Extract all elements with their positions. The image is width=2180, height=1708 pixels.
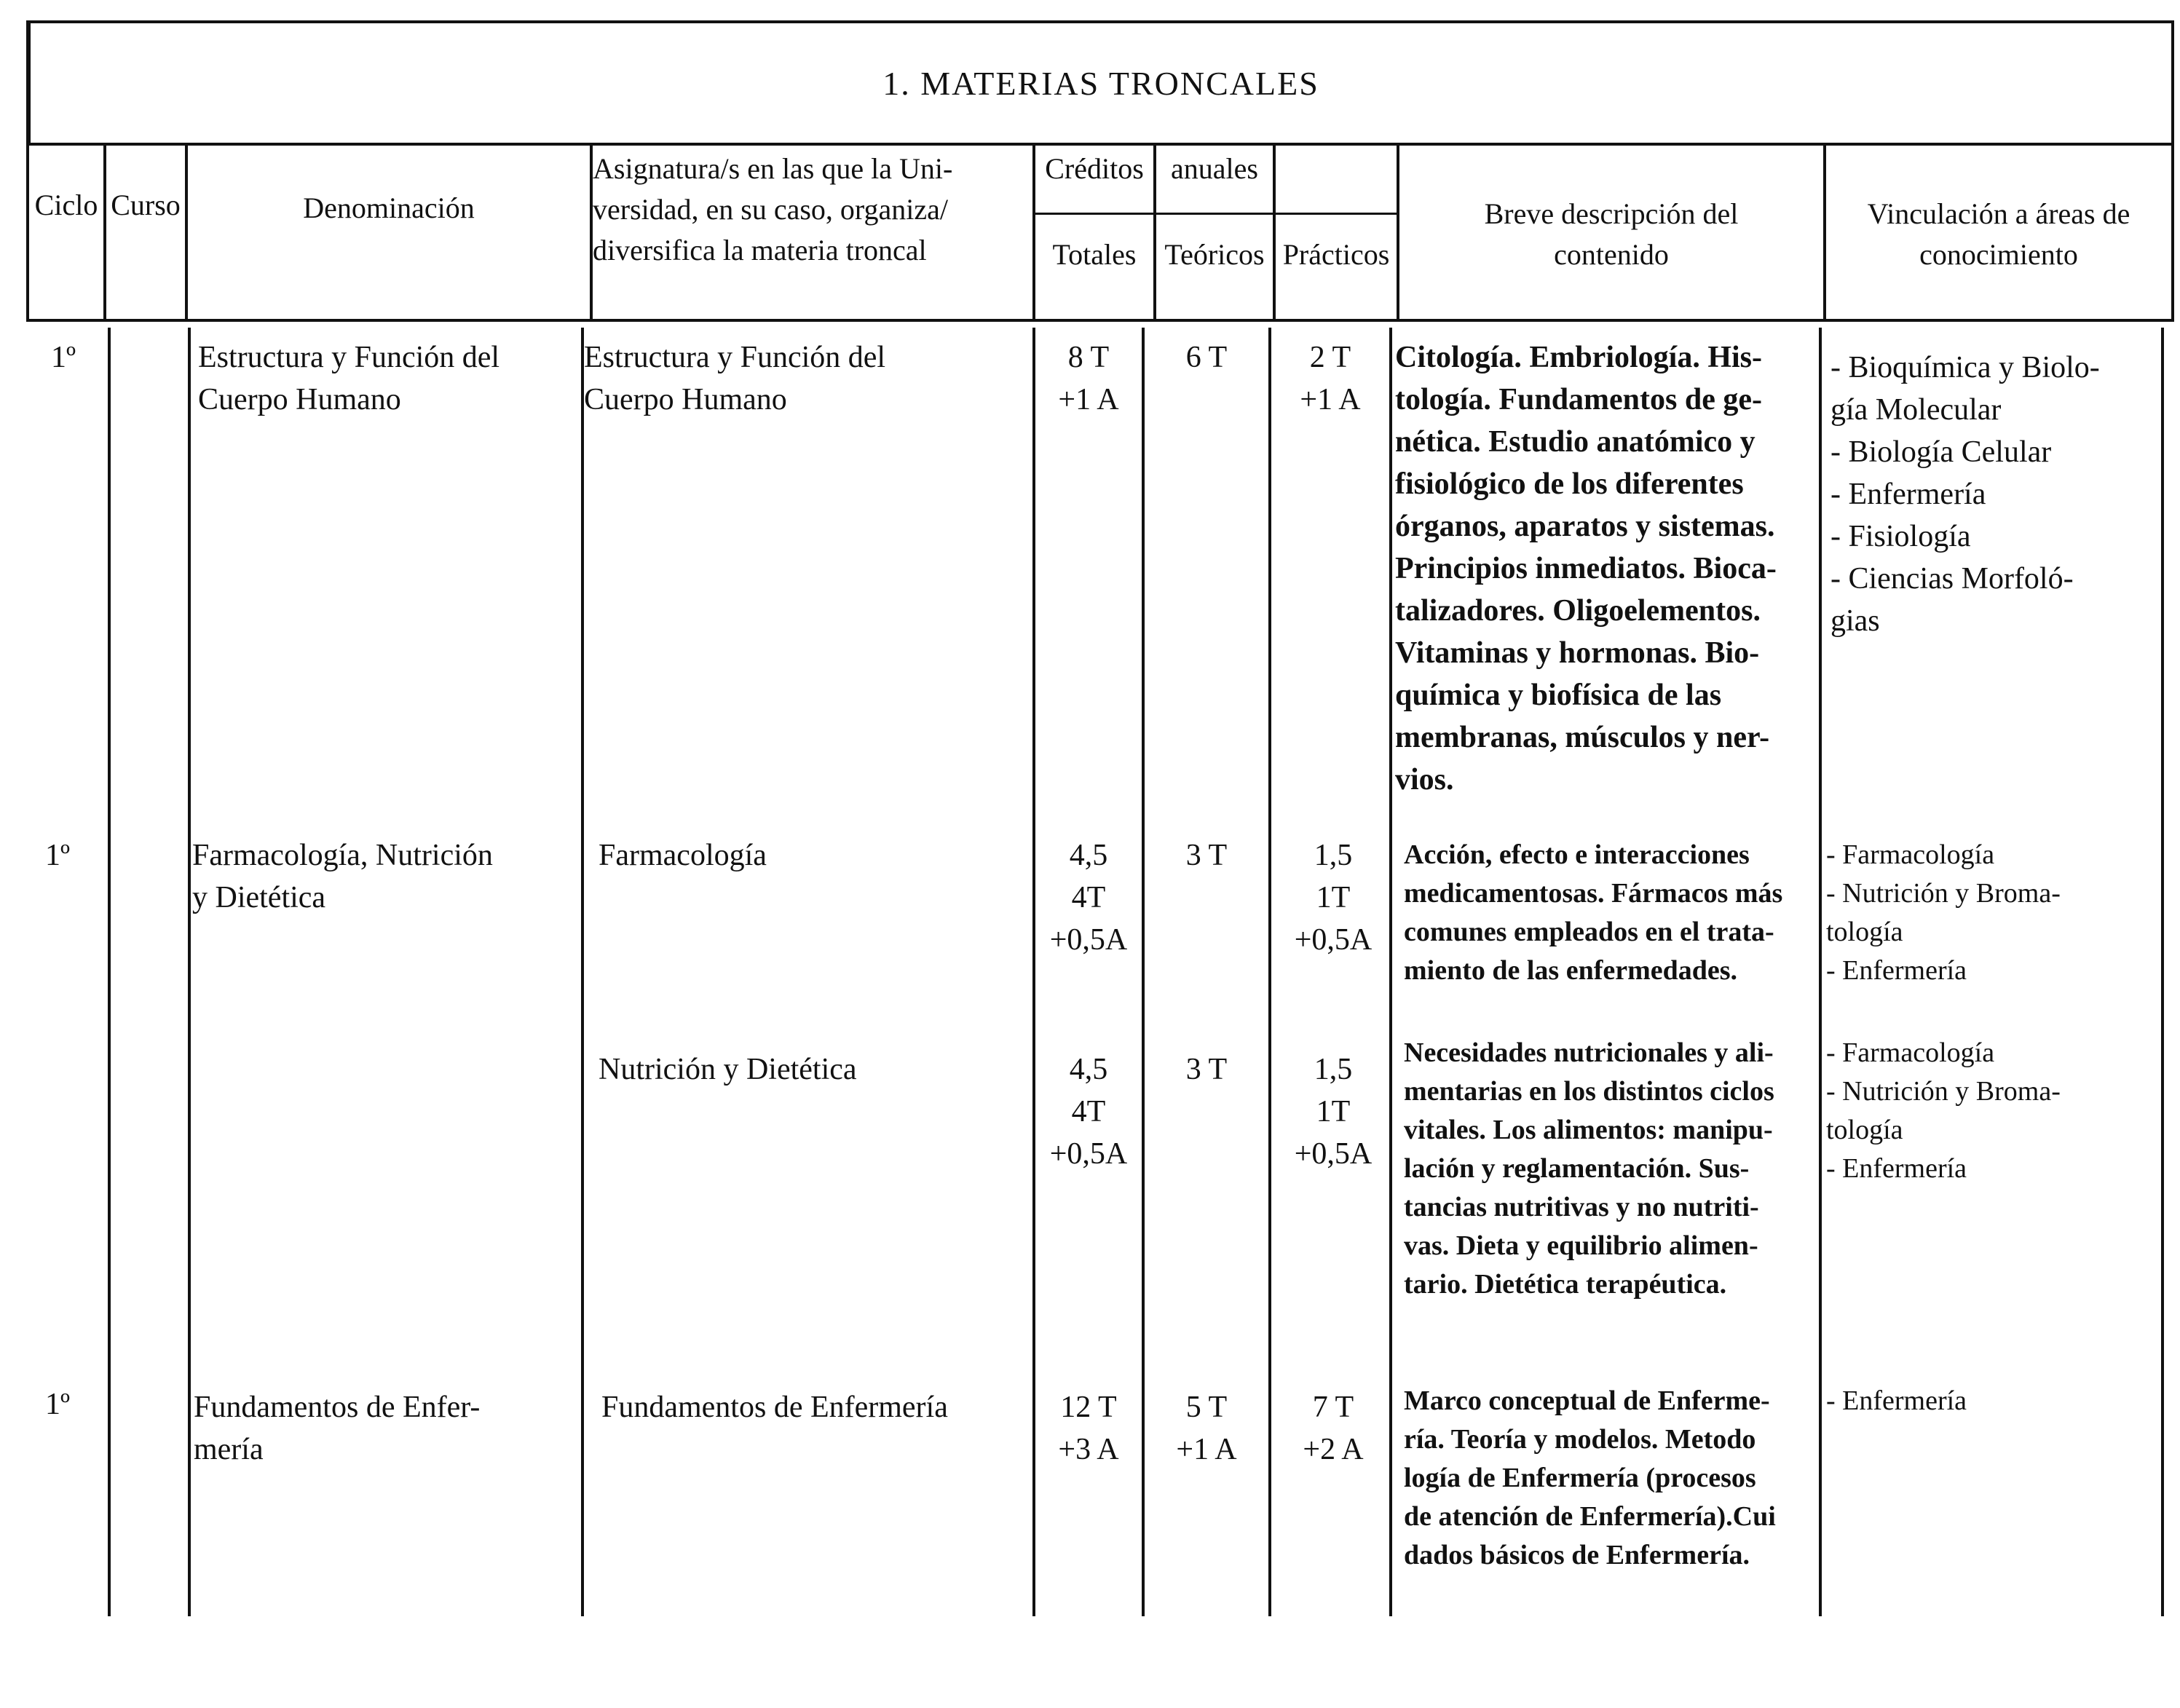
creditos-sub-rule <box>1032 213 1398 215</box>
cell-asignatura: Estructura y Función del Cuerpo Humano <box>584 341 886 416</box>
header-ciclo: Ciclo <box>34 189 98 221</box>
cell-vinculacion: - Bioquímica y Biolo- gía Molecular - Biología Celular - Enfermería - Fisiología - Ciencias Morfoló- gias <box>1831 351 2100 638</box>
cell-asignatura: Farmacología <box>599 839 767 872</box>
cell-descripcion: Necesidades nutricionales y ali- mentarias en los distintos ciclos vitales. Los alimentos: manipu- lación y reglamentación. Sus- tancias nutritivas y no nutriti- vas. Dieta y equilibrio alimen- tario. Dietética terapéutica. <box>1404 1037 1774 1300</box>
cell-ciclo: 1º <box>45 839 71 872</box>
header-col-border-6 <box>1273 143 1276 322</box>
cell-totales: 8 T +1 A <box>1058 341 1119 416</box>
header-practicos: Prácticos <box>1282 238 1390 271</box>
cell-teoricos: 5 T +1 A <box>1176 1391 1237 1466</box>
cell-teoricos: 3 T <box>1185 1053 1228 1086</box>
header-curso: Curso <box>111 189 181 221</box>
header-anuales: anuales <box>1171 152 1258 185</box>
cell-denominacion: Farmacología, Nutrición y Dietética <box>192 839 493 914</box>
cell-practicos: 1,5 1T +0,5A <box>1294 839 1373 957</box>
header-vinculacion: Vinculación a áreas de conocimiento <box>1867 197 2130 271</box>
cell-teoricos: 3 T <box>1185 839 1228 872</box>
cell-totales: 4,5 4T +0,5A <box>1049 1053 1128 1171</box>
header-col-border-9 <box>2171 20 2174 322</box>
cell-ciclo: 1º <box>51 341 76 374</box>
cell-asignatura: Fundamentos de Enfermería <box>601 1391 948 1424</box>
header-col-border-0 <box>26 20 29 322</box>
cell-descripcion: Marco conceptual de Enferme- ría. Teoría y modelos. Metodo logía de Enfermería (procesos de atención de Enfermería).Cui dados básicos de Enfermería. <box>1404 1385 1776 1570</box>
header-top-rule <box>28 143 2174 146</box>
cell-totales: 12 T +3 A <box>1058 1391 1119 1466</box>
cell-practicos: 1,5 1T +0,5A <box>1294 1053 1373 1171</box>
header-denominacion: Denominación <box>303 191 475 224</box>
body-col-border-2 <box>188 328 191 1616</box>
body-col-border-8 <box>1819 328 1822 1616</box>
cell-vinculacion: - Farmacología - Nutrición y Broma- tología - Enfermería <box>1826 839 2061 986</box>
cell-denominacion: Fundamentos de Enfer- mería <box>194 1391 481 1466</box>
table-title: 1. MATERIAS TRONCALES <box>28 20 2174 143</box>
cell-descripcion: Acción, efecto e interacciones medicamentosas. Fármacos más comunes empleados en el trata- miento de las enfermedades. <box>1404 839 1783 986</box>
cell-vinculacion: - Enfermería <box>1826 1385 1967 1416</box>
body-col-border-9 <box>2161 328 2164 1616</box>
cell-ciclo: 1º <box>45 1388 71 1421</box>
body-col-border-3 <box>581 328 584 1616</box>
header-asignatura: Asignatura/s en las que la Uni- versidad, en su caso, organiza/ diversifica la materia troncal <box>593 152 953 266</box>
cell-asignatura: Nutrición y Dietética <box>599 1053 857 1086</box>
header-creditos: Créditos <box>1045 152 1144 185</box>
cell-vinculacion: - Farmacología - Nutrición y Broma- tología - Enfermería <box>1826 1037 2061 1184</box>
cell-teoricos: 6 T <box>1185 341 1228 374</box>
header-teoricos: Teóricos <box>1164 238 1265 271</box>
header-descripcion: Breve descripción del contenido <box>1484 197 1739 271</box>
header-col-border-1 <box>103 143 106 322</box>
cell-denominacion: Estructura y Función del Cuerpo Humano <box>198 341 500 416</box>
header-totales: Totales <box>1052 238 1137 271</box>
cell-practicos: 2 T +1 A <box>1300 341 1361 416</box>
cell-totales: 4,5 4T +0,5A <box>1049 839 1128 957</box>
cell-descripcion: Citología. Embriología. His- tología. Fundamentos de ge- nética. Estudio anatómico y fisiológico de los diferentes órganos, aparatos y sistemas. Principios inmediatos. Bioca- talizadores. Oligoelementos. Vitaminas y hormonas. Bio- química y biofísica de las membranas, músculos y ner- vios. <box>1395 341 1777 796</box>
header-col-border-2 <box>185 143 188 322</box>
cell-practicos: 7 T +2 A <box>1303 1391 1364 1466</box>
body-col-border-1 <box>108 328 111 1616</box>
header-bottom-rule <box>28 319 2174 322</box>
